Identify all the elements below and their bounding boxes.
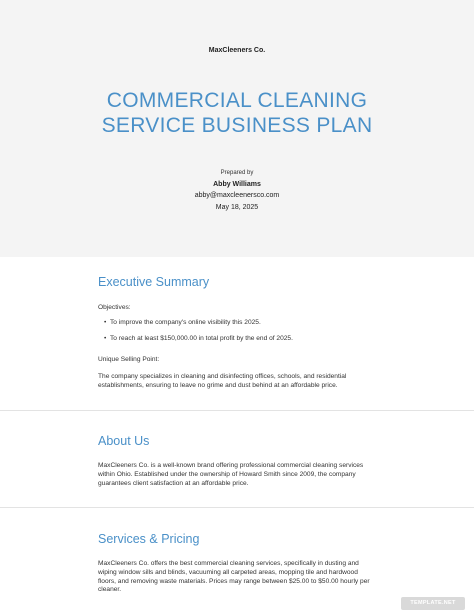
- about-us-text: MaxCleeners Co. is a well-known brand offering professional commercial cleaning services within Ohio. Established under the ownership of Howard Smith since 2009, the company guarantees client satisfaction at an affordable price.: [98, 462, 364, 487]
- objectives-label: Objectives:: [98, 304, 131, 311]
- document-title: [0, 88, 474, 138]
- title-line-2: SERVICE BUSINESS PLAN: [101, 114, 373, 137]
- services-pricing-heading: Services & Pricing: [98, 532, 200, 546]
- executive-summary-section: [98, 275, 388, 391]
- list-item: • To improve the company's online visibility this 2025.: [104, 318, 261, 326]
- prepared-by-label: Prepared by: [220, 170, 254, 176]
- author-email: abby@maxcleenersco.com: [194, 192, 280, 199]
- section-divider: [0, 410, 474, 411]
- title-line-1: COMMERCIAL CLEANING: [106, 89, 368, 112]
- usp-text: The company specializes in cleaning and disinfecting offices, schools, and residential establishments, ensuring to leave no grime and dust behind at an affordable price.: [98, 373, 347, 389]
- about-us-heading: About Us: [98, 434, 150, 448]
- document-date: May 18, 2025: [215, 204, 259, 211]
- company-name: MaxCleeners Co.: [208, 47, 266, 54]
- cover-section: [0, 0, 474, 257]
- usp-label: Unique Selling Point:: [98, 356, 160, 364]
- services-pricing-section: [98, 532, 388, 595]
- watermark-badge: TEMPLATE.NET: [401, 597, 465, 610]
- executive-summary-heading: Executive Summary: [98, 275, 210, 289]
- objectives-list: [98, 319, 388, 344]
- section-divider: [0, 507, 474, 508]
- about-us-section: [98, 434, 388, 488]
- list-item: • To reach at least $150,000.00 in total profit by the end of 2025.: [104, 334, 293, 342]
- services-pricing-text: MaxCleeners Co. offers the best commercial cleaning services, specifically in dusting and wiping window sills and blinds, vacuuming all carpeted areas, mopping tile and hardwood floors, and removing waste materials. Prices may range between $25.00 to $50.00 hourly per cleaner.: [98, 560, 370, 594]
- author-name: Abby Williams: [213, 181, 261, 188]
